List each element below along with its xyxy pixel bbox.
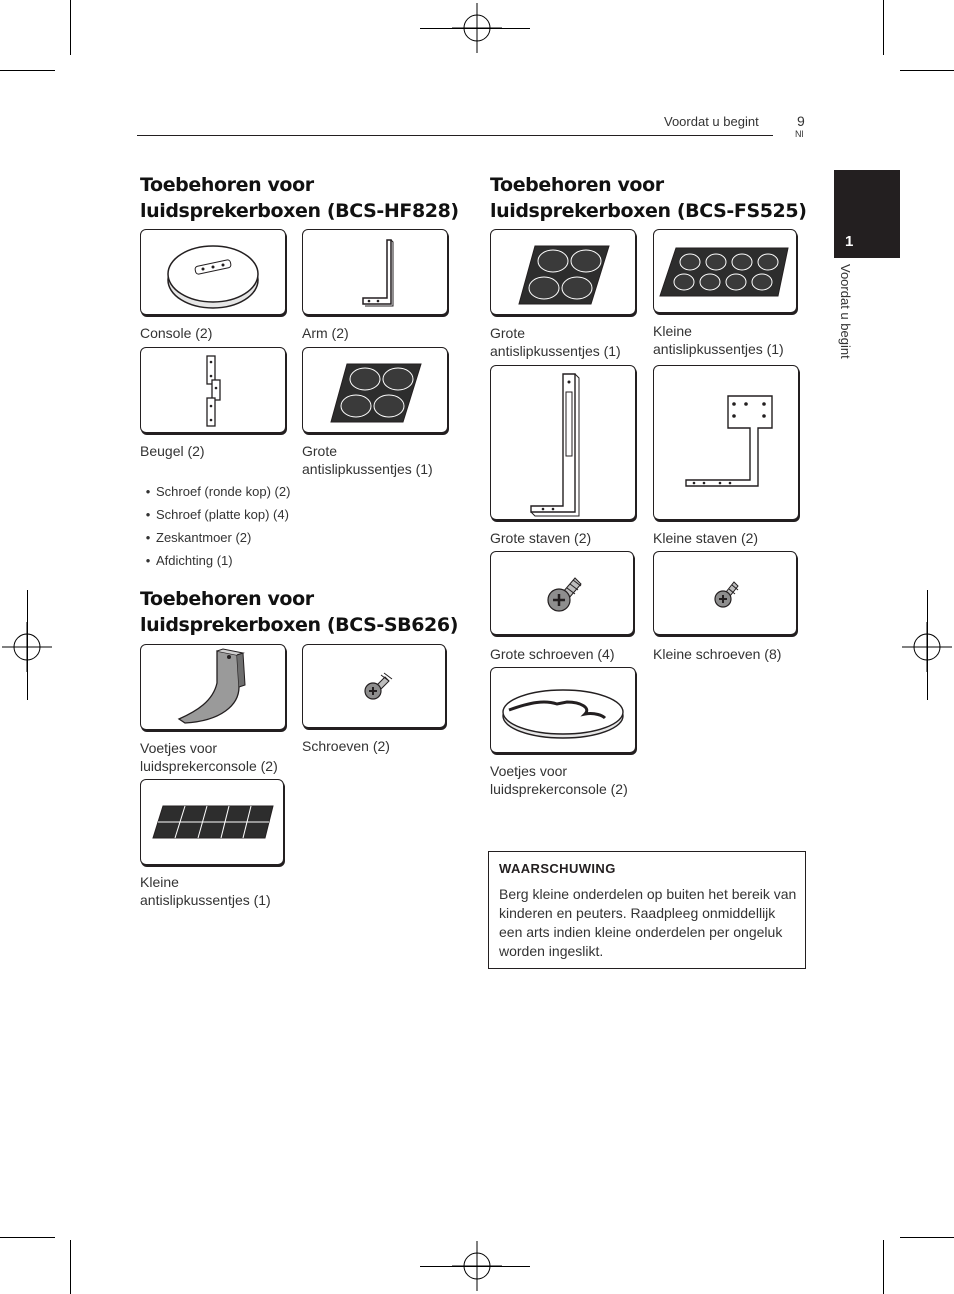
item-feet-fs525-image xyxy=(490,667,636,753)
page-number: 9 xyxy=(797,113,805,129)
item-screws-sb626-image xyxy=(302,644,446,728)
item-large-rods-image xyxy=(490,365,636,520)
list-item: • Schroef (ronde kop) (2) xyxy=(140,480,290,503)
item-small-screws-image xyxy=(653,551,797,635)
round-foot-icon xyxy=(491,668,635,752)
small-pads-icon xyxy=(654,230,796,312)
caption-small-pads-sb626: Kleine antislipkussentjes (1) xyxy=(140,874,271,908)
chapter-tab xyxy=(834,170,900,258)
crop-mark xyxy=(900,70,954,71)
crop-mark xyxy=(70,0,71,55)
caption-feet-sb626: Voetjes voor luidsprekerconsole (2) xyxy=(140,740,278,774)
caption-large-pads-fs525: Grote antislipkussentjes (1) xyxy=(490,325,621,359)
chapter-number: 1 xyxy=(845,233,854,250)
bracket-icon xyxy=(141,348,285,432)
caption-large-screws: Grote schroeven (4) xyxy=(490,646,615,662)
item-large-screws-image xyxy=(490,551,634,635)
large-screw-icon xyxy=(491,552,633,634)
heading-hf828: Toebehoren voor luidsprekerboxen (BCS-HF828) xyxy=(140,174,459,222)
caption-small-rods: Kleine staven (2) xyxy=(653,530,759,546)
caption-large-pads-hf828: Grote antislipkussentjes (1) xyxy=(302,443,433,477)
item-arm-image xyxy=(302,229,448,315)
caption-feet-fs525: Voetjes voor luidsprekerconsole (2) xyxy=(490,763,628,797)
crop-mark xyxy=(900,1237,954,1238)
caption-arm: Arm (2) xyxy=(302,325,349,341)
caption-small-pads-fs525: Kleine antislipkussentjes (1) xyxy=(653,323,784,357)
language-code: Nl xyxy=(795,129,804,139)
chapter-label: Voordat u begint xyxy=(838,264,853,359)
caption-console: Console (2) xyxy=(140,325,213,341)
bullet-list-hf828 xyxy=(140,480,290,572)
crop-mark xyxy=(420,28,530,29)
crop-mark xyxy=(883,0,884,55)
caption-screws-sb626: Schroeven (2) xyxy=(302,738,390,754)
item-small-pads-fs525-image xyxy=(653,229,797,313)
large-rod-icon xyxy=(491,366,635,519)
caption-beugel: Beugel (2) xyxy=(140,443,205,459)
console-icon xyxy=(141,230,285,314)
small-rod-icon xyxy=(654,366,798,519)
crop-mark xyxy=(883,1240,884,1294)
crop-mark xyxy=(27,590,28,700)
crop-mark xyxy=(420,1266,530,1267)
heading-fs525: Toebehoren voor luidsprekerboxen (BCS-FS525) xyxy=(490,174,807,222)
heading-sb626: Toebehoren voor luidsprekerboxen (BCS-SB626) xyxy=(140,588,458,636)
large-pads-icon xyxy=(491,230,635,314)
list-item: • Afdichting (1) xyxy=(140,549,290,572)
warning-title: WAARSCHUWING xyxy=(499,861,616,876)
item-large-pads-fs525-image xyxy=(490,229,636,315)
list-item: • Zeskantmoer (2) xyxy=(140,526,290,549)
small-pads-icon xyxy=(141,780,283,864)
running-header: Voordat u begint xyxy=(664,114,759,129)
crop-mark xyxy=(0,1237,55,1238)
screw-icon xyxy=(303,645,445,727)
crop-mark xyxy=(0,70,55,71)
crop-mark xyxy=(927,590,928,700)
item-large-pads-image xyxy=(302,347,448,433)
item-beugel-image xyxy=(140,347,286,433)
foot-icon xyxy=(141,645,285,729)
list-item: • Schroef (platte kop) (4) xyxy=(140,503,290,526)
large-pads-icon xyxy=(303,348,447,432)
crop-mark xyxy=(70,1240,71,1294)
caption-small-screws: Kleine schroeven (8) xyxy=(653,646,782,662)
header-rule xyxy=(137,135,773,136)
arm-icon xyxy=(303,230,447,314)
item-small-rods-image xyxy=(653,365,799,520)
item-feet-sb626-image xyxy=(140,644,286,730)
item-console-image xyxy=(140,229,286,315)
item-small-pads-sb626-image xyxy=(140,779,284,865)
small-screw-icon xyxy=(654,552,796,634)
warning-text: Berg kleine onderdelen op buiten het bereik van kinderen en peuters. Raadpleeg onmiddellijk een arts indien kleine onderdelen per ongeluk worden ingeslikt. xyxy=(499,886,797,959)
caption-large-rods: Grote staven (2) xyxy=(490,530,592,546)
